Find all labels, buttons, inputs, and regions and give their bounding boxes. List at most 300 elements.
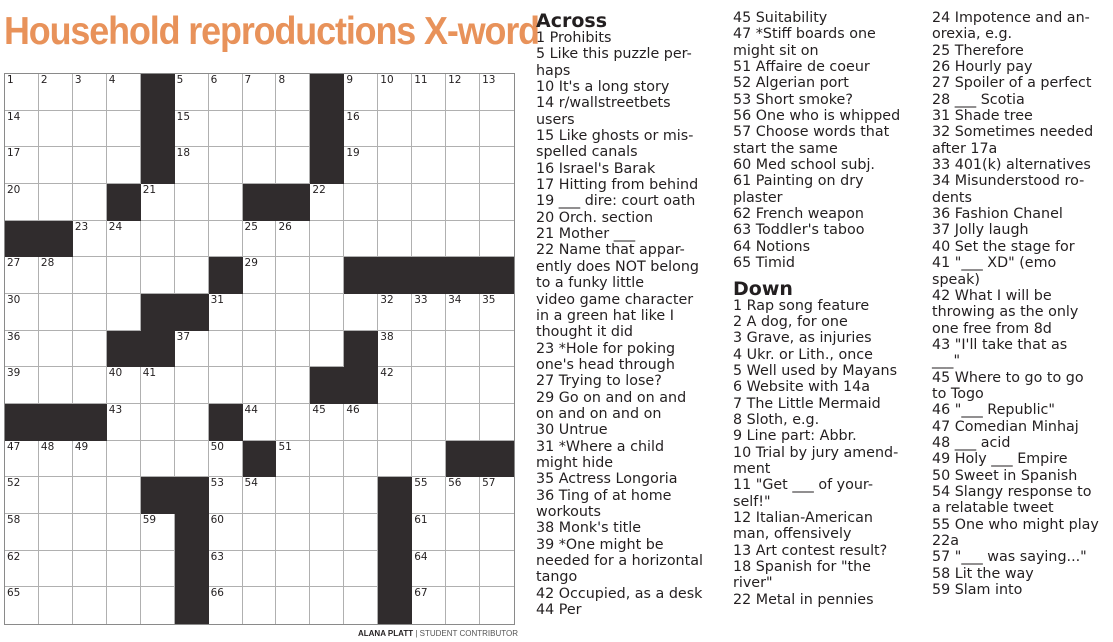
clue-line: 33 401(k) alternatives bbox=[932, 157, 1091, 174]
grid-cell[interactable] bbox=[209, 441, 243, 478]
clue-line: might hide bbox=[536, 454, 614, 471]
grid-cell[interactable] bbox=[39, 257, 73, 294]
grid-cell[interactable] bbox=[446, 367, 480, 404]
grid-cell[interactable] bbox=[39, 551, 73, 588]
clue-number: 36 bbox=[7, 330, 21, 343]
grid-cell[interactable] bbox=[310, 477, 344, 514]
clue-number: 31 bbox=[210, 294, 224, 306]
grid-cell[interactable] bbox=[5, 367, 39, 404]
grid-cell[interactable] bbox=[276, 257, 310, 294]
grid-cell[interactable] bbox=[175, 74, 209, 111]
clue-line: 62 French weapon bbox=[733, 206, 864, 223]
grid-cell[interactable] bbox=[107, 294, 141, 331]
clue-line: workouts bbox=[536, 503, 601, 520]
grid-cell[interactable] bbox=[175, 441, 209, 478]
grid-cell[interactable] bbox=[243, 551, 277, 588]
clue-line: 38 Monk's title bbox=[536, 520, 642, 537]
grid-cell[interactable] bbox=[412, 551, 446, 588]
grid-cell[interactable] bbox=[276, 514, 310, 551]
clue-number: 54 bbox=[244, 477, 258, 490]
grid-cell[interactable] bbox=[107, 587, 141, 624]
grid-cell[interactable] bbox=[412, 294, 446, 331]
grid-cell[interactable] bbox=[243, 74, 277, 111]
grid-cell[interactable] bbox=[412, 147, 446, 184]
clues-column-1 bbox=[536, 10, 726, 618]
grid-cell[interactable] bbox=[276, 111, 310, 148]
clue-line: one's head through bbox=[536, 356, 675, 373]
grid-cell[interactable] bbox=[209, 221, 243, 258]
clue-line: in a green hat like I bbox=[536, 307, 674, 324]
grid-cell[interactable] bbox=[446, 74, 480, 111]
grid-cell[interactable] bbox=[5, 551, 39, 588]
grid-cell[interactable] bbox=[73, 477, 107, 514]
black-square bbox=[243, 184, 277, 221]
grid-cell[interactable] bbox=[446, 551, 480, 588]
clue-line: 55 One who might play bbox=[932, 516, 1099, 533]
clue-line: 44 Per bbox=[536, 602, 582, 619]
grid-cell[interactable] bbox=[73, 147, 107, 184]
clue-number: 46 bbox=[346, 404, 360, 416]
grid-cell[interactable] bbox=[39, 147, 73, 184]
grid-cell[interactable] bbox=[378, 331, 412, 368]
black-square bbox=[5, 404, 39, 441]
grid-cell[interactable] bbox=[378, 404, 412, 441]
grid-cell[interactable] bbox=[141, 367, 175, 404]
grid-cell[interactable] bbox=[5, 441, 39, 478]
black-square bbox=[243, 441, 277, 478]
grid-cell[interactable] bbox=[446, 147, 480, 184]
grid-cell[interactable] bbox=[243, 257, 277, 294]
grid-cell[interactable] bbox=[107, 221, 141, 258]
grid-cell[interactable] bbox=[73, 184, 107, 221]
clue-number: 57 bbox=[482, 477, 496, 490]
grid-cell[interactable] bbox=[175, 404, 209, 441]
grid-cell[interactable] bbox=[141, 441, 175, 478]
grid-cell[interactable] bbox=[39, 111, 73, 148]
grid-cell[interactable] bbox=[243, 221, 277, 258]
grid-cell[interactable] bbox=[175, 367, 209, 404]
clue-line: 61 Painting on dry bbox=[733, 173, 864, 190]
grid-cell[interactable] bbox=[73, 587, 107, 624]
grid-cell[interactable] bbox=[310, 441, 344, 478]
grid-cell[interactable] bbox=[446, 184, 480, 221]
grid-cell[interactable] bbox=[107, 551, 141, 588]
grid-cell[interactable] bbox=[175, 111, 209, 148]
clue-line: throwing as the only bbox=[932, 304, 1079, 321]
clue-line: ___" bbox=[932, 353, 961, 370]
clue-line: 64 Notions bbox=[733, 238, 811, 255]
grid-cell[interactable] bbox=[243, 147, 277, 184]
clue-line: 51 Affaire de coeur bbox=[733, 59, 870, 76]
clue-number: 41 bbox=[142, 367, 157, 380]
clue-number: 38 bbox=[380, 330, 394, 343]
clue-line: spelled canals bbox=[536, 144, 638, 161]
clue-number: 24 bbox=[108, 220, 123, 233]
grid-cell[interactable] bbox=[480, 551, 514, 588]
crossword-grid[interactable] bbox=[4, 73, 515, 625]
grid-cell[interactable] bbox=[73, 111, 107, 148]
black-square bbox=[175, 294, 209, 331]
clue-line: dents bbox=[932, 189, 972, 206]
clue-line: 34 Misunderstood ro- bbox=[932, 173, 1085, 190]
clue-line: 13 Art contest result? bbox=[733, 542, 888, 559]
clue-line: might sit on bbox=[733, 42, 819, 59]
grid-cell[interactable] bbox=[412, 184, 446, 221]
grid-cell[interactable] bbox=[412, 74, 446, 111]
grid-cell[interactable] bbox=[276, 221, 310, 258]
grid-cell[interactable] bbox=[480, 514, 514, 551]
clue-number: 45 bbox=[312, 404, 326, 416]
black-square bbox=[141, 111, 175, 148]
clue-number: 20 bbox=[7, 184, 21, 196]
clue-line: 31 *Where a child bbox=[536, 438, 665, 455]
black-square bbox=[209, 404, 243, 441]
grid-cell[interactable] bbox=[243, 477, 277, 514]
grid-cell[interactable] bbox=[344, 147, 378, 184]
grid-cell[interactable] bbox=[107, 257, 141, 294]
grid-cell[interactable] bbox=[107, 404, 141, 441]
black-square bbox=[310, 111, 344, 148]
grid-cell[interactable] bbox=[412, 111, 446, 148]
grid-cell[interactable] bbox=[5, 294, 39, 331]
clue-line: 49 Holy ___ Empire bbox=[932, 451, 1068, 468]
clue-line: 2 A dog, for one bbox=[733, 313, 848, 330]
clue-number: 5 bbox=[176, 74, 184, 86]
clue-number: 50 bbox=[210, 440, 224, 453]
grid-cell[interactable] bbox=[175, 257, 209, 294]
clue-line: river" bbox=[733, 575, 773, 592]
grid-cell[interactable] bbox=[175, 331, 209, 368]
grid-cell[interactable] bbox=[412, 477, 446, 514]
grid-cell[interactable] bbox=[276, 331, 310, 368]
grid-cell[interactable] bbox=[446, 331, 480, 368]
clue-line: 29 Go on and on and bbox=[536, 389, 687, 406]
grid-cell[interactable] bbox=[107, 477, 141, 514]
down-clue-list bbox=[733, 298, 923, 609]
clue-number: 23 bbox=[74, 220, 89, 233]
clue-line: 53 Short smoke? bbox=[733, 91, 853, 108]
grid-cell[interactable] bbox=[378, 111, 412, 148]
grid-cell[interactable] bbox=[412, 221, 446, 258]
grid-cell[interactable] bbox=[310, 551, 344, 588]
grid-cell[interactable] bbox=[276, 367, 310, 404]
grid-cell[interactable] bbox=[39, 294, 73, 331]
clue-line: 54 Slangy response to bbox=[932, 483, 1092, 500]
black-square bbox=[344, 367, 378, 404]
grid-cell[interactable] bbox=[209, 477, 243, 514]
black-square bbox=[480, 441, 514, 478]
grid-cell[interactable] bbox=[310, 221, 344, 258]
grid-cell[interactable] bbox=[310, 184, 344, 221]
grid-cell[interactable] bbox=[310, 294, 344, 331]
clue-line: 35 Actress Longoria bbox=[536, 471, 678, 488]
clue-line: to a funky little bbox=[536, 275, 645, 292]
grid-cell[interactable] bbox=[378, 184, 412, 221]
grid-cell[interactable] bbox=[209, 551, 243, 588]
black-square bbox=[378, 514, 412, 551]
grid-cell[interactable] bbox=[5, 184, 39, 221]
grid-cell[interactable] bbox=[73, 294, 107, 331]
grid-cell[interactable] bbox=[5, 587, 39, 624]
black-square bbox=[141, 74, 175, 111]
clue-number: 32 bbox=[380, 294, 394, 306]
grid-cell[interactable] bbox=[73, 514, 107, 551]
grid-cell[interactable] bbox=[276, 294, 310, 331]
grid-cell[interactable] bbox=[480, 184, 514, 221]
clue-number: 59 bbox=[142, 514, 157, 526]
grid-cell[interactable] bbox=[480, 294, 514, 331]
clue-number: 18 bbox=[176, 147, 191, 160]
clue-number: 42 bbox=[380, 367, 394, 380]
grid-cell[interactable] bbox=[446, 587, 480, 624]
grid-cell[interactable] bbox=[209, 367, 243, 404]
clue-number: 48 bbox=[40, 440, 55, 453]
grid-cell[interactable] bbox=[412, 367, 446, 404]
grid-cell[interactable] bbox=[480, 367, 514, 404]
grid-cell[interactable] bbox=[5, 111, 39, 148]
clue-number: 43 bbox=[108, 404, 123, 416]
grid-cell[interactable] bbox=[480, 404, 514, 441]
grid-cell[interactable] bbox=[209, 331, 243, 368]
clue-line: 43 "I'll take that as bbox=[932, 336, 1068, 353]
grid-cell[interactable] bbox=[310, 331, 344, 368]
clue-number: 10 bbox=[380, 74, 394, 86]
black-square bbox=[276, 184, 310, 221]
grid-cell[interactable] bbox=[209, 514, 243, 551]
grid-cell[interactable] bbox=[276, 551, 310, 588]
grid-cell[interactable] bbox=[39, 587, 73, 624]
grid-cell[interactable] bbox=[39, 367, 73, 404]
grid-cell[interactable] bbox=[107, 111, 141, 148]
grid-cell[interactable] bbox=[209, 147, 243, 184]
grid-cell[interactable] bbox=[209, 184, 243, 221]
grid-cell[interactable] bbox=[344, 74, 378, 111]
grid-cell[interactable] bbox=[276, 441, 310, 478]
clue-line: 40 Set the stage for bbox=[932, 238, 1075, 255]
grid-cell[interactable] bbox=[276, 587, 310, 624]
grid-cell[interactable] bbox=[209, 74, 243, 111]
clue-number: 33 bbox=[414, 294, 428, 306]
grid-cell[interactable] bbox=[243, 367, 277, 404]
grid-cell[interactable] bbox=[141, 184, 175, 221]
grid-cell[interactable] bbox=[243, 294, 277, 331]
grid-cell[interactable] bbox=[412, 587, 446, 624]
grid-cell[interactable] bbox=[446, 111, 480, 148]
clue-line: to Togo bbox=[932, 385, 984, 402]
grid-cell[interactable] bbox=[39, 74, 73, 111]
grid-cell[interactable] bbox=[378, 441, 412, 478]
grid-cell[interactable] bbox=[378, 221, 412, 258]
author-role: STUDENT CONTRIBUTOR bbox=[419, 629, 518, 638]
grid-cell[interactable] bbox=[480, 111, 514, 148]
grid-cell[interactable] bbox=[175, 184, 209, 221]
clue-number: 62 bbox=[7, 550, 21, 563]
grid-cell[interactable] bbox=[412, 404, 446, 441]
grid-cell[interactable] bbox=[310, 587, 344, 624]
clue-number: 34 bbox=[448, 294, 462, 306]
clue-number: 4 bbox=[108, 74, 116, 86]
grid-cell[interactable] bbox=[446, 477, 480, 514]
grid-cell[interactable] bbox=[378, 74, 412, 111]
clue-line: users bbox=[536, 111, 575, 128]
grid-cell[interactable] bbox=[344, 294, 378, 331]
grid-cell[interactable] bbox=[175, 147, 209, 184]
grid-cell[interactable] bbox=[243, 404, 277, 441]
black-square bbox=[107, 331, 141, 368]
clue-number: 13 bbox=[482, 74, 496, 86]
grid-cell[interactable] bbox=[412, 331, 446, 368]
clue-line: 42 What I will be bbox=[932, 287, 1052, 304]
clue-line: 4 Ukr. or Lith., once bbox=[733, 346, 873, 363]
clue-line: thought it did bbox=[536, 324, 634, 341]
grid-cell[interactable] bbox=[344, 184, 378, 221]
grid-cell[interactable] bbox=[141, 221, 175, 258]
clue-number: 21 bbox=[142, 184, 157, 196]
across-heading: Across bbox=[536, 10, 608, 32]
grid-cell[interactable] bbox=[243, 111, 277, 148]
grid-cell[interactable] bbox=[209, 111, 243, 148]
grid-cell[interactable] bbox=[243, 587, 277, 624]
clue-number: 65 bbox=[7, 587, 21, 600]
grid-cell[interactable] bbox=[344, 111, 378, 148]
clue-line: 45 Where to go to go bbox=[932, 369, 1084, 386]
grid-cell[interactable] bbox=[209, 587, 243, 624]
grid-cell[interactable] bbox=[107, 441, 141, 478]
grid-cell[interactable] bbox=[378, 367, 412, 404]
clue-number: 55 bbox=[414, 477, 428, 490]
clue-number: 12 bbox=[448, 74, 462, 86]
grid-cell[interactable] bbox=[39, 514, 73, 551]
grid-cell[interactable] bbox=[73, 74, 107, 111]
grid-cell[interactable] bbox=[141, 514, 175, 551]
grid-cell[interactable] bbox=[39, 331, 73, 368]
grid-cell[interactable] bbox=[446, 514, 480, 551]
grid-cell[interactable] bbox=[480, 221, 514, 258]
grid-cell[interactable] bbox=[5, 147, 39, 184]
grid-cell[interactable] bbox=[480, 147, 514, 184]
clue-line: orexia, e.g. bbox=[932, 26, 1013, 43]
clue-number: 56 bbox=[448, 477, 462, 490]
grid-cell[interactable] bbox=[73, 551, 107, 588]
clue-line: 22 Metal in pennies bbox=[733, 591, 874, 608]
grid-cell[interactable] bbox=[5, 257, 39, 294]
grid-cell[interactable] bbox=[73, 367, 107, 404]
grid-cell[interactable] bbox=[276, 74, 310, 111]
grid-cell[interactable] bbox=[5, 477, 39, 514]
grid-cell[interactable] bbox=[39, 184, 73, 221]
grid-cell[interactable] bbox=[107, 74, 141, 111]
grid-cell[interactable] bbox=[141, 404, 175, 441]
clue-line: 7 The Little Mermaid bbox=[733, 395, 881, 412]
grid-cell[interactable] bbox=[73, 221, 107, 258]
clue-number: 2 bbox=[40, 74, 48, 86]
grid-cell[interactable] bbox=[141, 587, 175, 624]
grid-cell[interactable] bbox=[480, 74, 514, 111]
grid-cell[interactable] bbox=[446, 294, 480, 331]
grid-cell[interactable] bbox=[344, 441, 378, 478]
grid-cell[interactable] bbox=[5, 74, 39, 111]
clues-column-2 bbox=[733, 10, 923, 608]
clue-line: 20 Orch. section bbox=[536, 209, 654, 226]
clue-line: 47 Comedian Minhaj bbox=[932, 418, 1079, 435]
clue-number: 7 bbox=[244, 74, 252, 86]
clue-number: 17 bbox=[7, 147, 21, 160]
grid-cell[interactable] bbox=[378, 294, 412, 331]
clue-line: 39 *One might be bbox=[536, 536, 664, 553]
grid-cell[interactable] bbox=[480, 477, 514, 514]
grid-cell[interactable] bbox=[276, 404, 310, 441]
clue-line: speak) bbox=[932, 271, 980, 288]
grid-cell[interactable] bbox=[310, 514, 344, 551]
grid-cell[interactable] bbox=[480, 331, 514, 368]
grid-cell[interactable] bbox=[480, 587, 514, 624]
grid-cell[interactable] bbox=[39, 477, 73, 514]
black-square bbox=[209, 257, 243, 294]
grid-cell[interactable] bbox=[344, 514, 378, 551]
grid-cell[interactable] bbox=[107, 514, 141, 551]
grid-cell[interactable] bbox=[310, 257, 344, 294]
clue-line: 47 *Stiff boards one bbox=[733, 26, 876, 43]
clue-line: ently does NOT belong bbox=[536, 258, 700, 275]
grid-cell[interactable] bbox=[243, 514, 277, 551]
clue-line: 63 Toddler's taboo bbox=[733, 222, 865, 239]
clue-line: 10 Trial by jury amend- bbox=[733, 444, 899, 461]
grid-cell[interactable] bbox=[73, 441, 107, 478]
black-square bbox=[344, 331, 378, 368]
grid-cell[interactable] bbox=[107, 367, 141, 404]
grid-cell[interactable] bbox=[344, 477, 378, 514]
clue-line: self!" bbox=[733, 493, 771, 510]
grid-cell[interactable] bbox=[378, 147, 412, 184]
grid-cell[interactable] bbox=[5, 514, 39, 551]
black-square bbox=[175, 587, 209, 624]
clue-line: 11 "Get ___ of your- bbox=[733, 477, 874, 494]
grid-cell[interactable] bbox=[73, 257, 107, 294]
grid-cell[interactable] bbox=[344, 221, 378, 258]
black-square bbox=[310, 74, 344, 111]
clue-line: needed for a horizontal bbox=[536, 553, 703, 569]
grid-cell[interactable] bbox=[243, 331, 277, 368]
grid-cell[interactable] bbox=[73, 331, 107, 368]
grid-cell[interactable] bbox=[412, 441, 446, 478]
clues-column-3 bbox=[932, 10, 1113, 598]
clue-line: 58 Lit the way bbox=[932, 565, 1034, 582]
clue-number: 35 bbox=[482, 294, 496, 306]
clue-line: ment bbox=[733, 460, 771, 477]
grid-cell[interactable] bbox=[175, 221, 209, 258]
grid-cell[interactable] bbox=[344, 587, 378, 624]
grid-cell[interactable] bbox=[5, 331, 39, 368]
grid-cell[interactable] bbox=[141, 257, 175, 294]
grid-cell[interactable] bbox=[310, 404, 344, 441]
grid-cell[interactable] bbox=[446, 404, 480, 441]
grid-cell[interactable] bbox=[344, 404, 378, 441]
grid-cell[interactable] bbox=[141, 551, 175, 588]
grid-cell[interactable] bbox=[276, 147, 310, 184]
clue-line: 19 ___ dire: court oath bbox=[536, 193, 696, 210]
clue-line: 50 Sweet in Spanish bbox=[932, 467, 1078, 484]
black-square bbox=[175, 477, 209, 514]
clue-number: 3 bbox=[74, 74, 82, 86]
grid-cell[interactable] bbox=[209, 294, 243, 331]
grid-cell[interactable] bbox=[344, 551, 378, 588]
grid-cell[interactable] bbox=[412, 514, 446, 551]
grid-cell[interactable] bbox=[446, 221, 480, 258]
grid-cell[interactable] bbox=[276, 477, 310, 514]
grid-cell[interactable] bbox=[39, 441, 73, 478]
clue-number: 53 bbox=[210, 477, 224, 490]
grid-cell[interactable] bbox=[107, 147, 141, 184]
